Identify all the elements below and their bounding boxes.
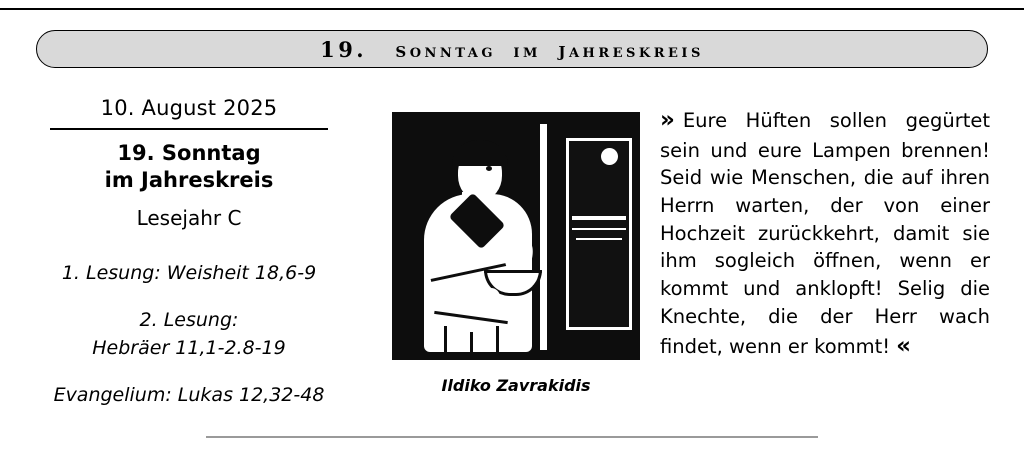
page-title: [320, 37, 704, 62]
quote-close-mark: «: [896, 333, 909, 360]
figure-hair-shape: [452, 140, 508, 166]
artwork-caption: Ildiko Zavrakidis: [441, 376, 591, 395]
page-title-number: 19.: [320, 36, 368, 62]
moon-icon: [601, 148, 618, 165]
figure-hand-shape: [474, 288, 500, 306]
figure-eye-shape: [486, 166, 492, 171]
quote-block: [660, 104, 990, 363]
feast-title-line2: im Jahreskreis: [104, 167, 274, 192]
horizon-line-3: [576, 238, 622, 240]
title-banner-content: [60, 32, 964, 66]
reading-second-reference: Hebräer 11,1-2.8-19: [92, 336, 286, 359]
feast-title-line1: 19. Sonntag: [117, 141, 261, 165]
readings-list: [34, 260, 344, 410]
reading-second-label: 2. Lesung:: [139, 309, 239, 332]
reading-second: [34, 307, 344, 362]
top-divider: [0, 8, 1024, 10]
feast-title: [34, 140, 344, 194]
info-divider: [50, 128, 328, 130]
reading-first: 1. Lesung: Weisheit 18,6-9: [61, 261, 317, 284]
lectionary-year: Lesejahr C: [136, 205, 242, 230]
quote-open-mark: »: [660, 107, 673, 133]
info-column: [34, 96, 344, 410]
artwork-image: [392, 112, 640, 360]
horizon-line-2: [572, 228, 626, 230]
quote-paragraph: [660, 104, 990, 363]
bottom-divider: [206, 436, 818, 438]
page-title-text: SONNTAG IM JAHRESKREIS: [377, 42, 704, 61]
robe-fold-2: [470, 332, 473, 352]
horizon-line: [572, 216, 626, 220]
artwork-illustration: [400, 120, 632, 352]
robe-fold-1: [444, 326, 447, 352]
date-label: 10. August 2025: [100, 96, 278, 120]
door-opening-shape: [566, 138, 632, 330]
robe-fold-3: [496, 326, 499, 352]
reading-gospel: Evangelium: Lukas 12,32-48: [53, 384, 325, 407]
artwork-block: [392, 112, 640, 395]
quote-body: Eure Hüften sollen gegürtet sein und eure Lampen brennen! Seid wie Menschen, die auf ihren Herrn warten, der von einer Hochzeit zurückkehrt, damit sie ihm sogleich öffnen, wenn er kommt und anklopft! Selig die Knechte, die der Herr wach findet, wenn er kommt!: [660, 109, 990, 359]
